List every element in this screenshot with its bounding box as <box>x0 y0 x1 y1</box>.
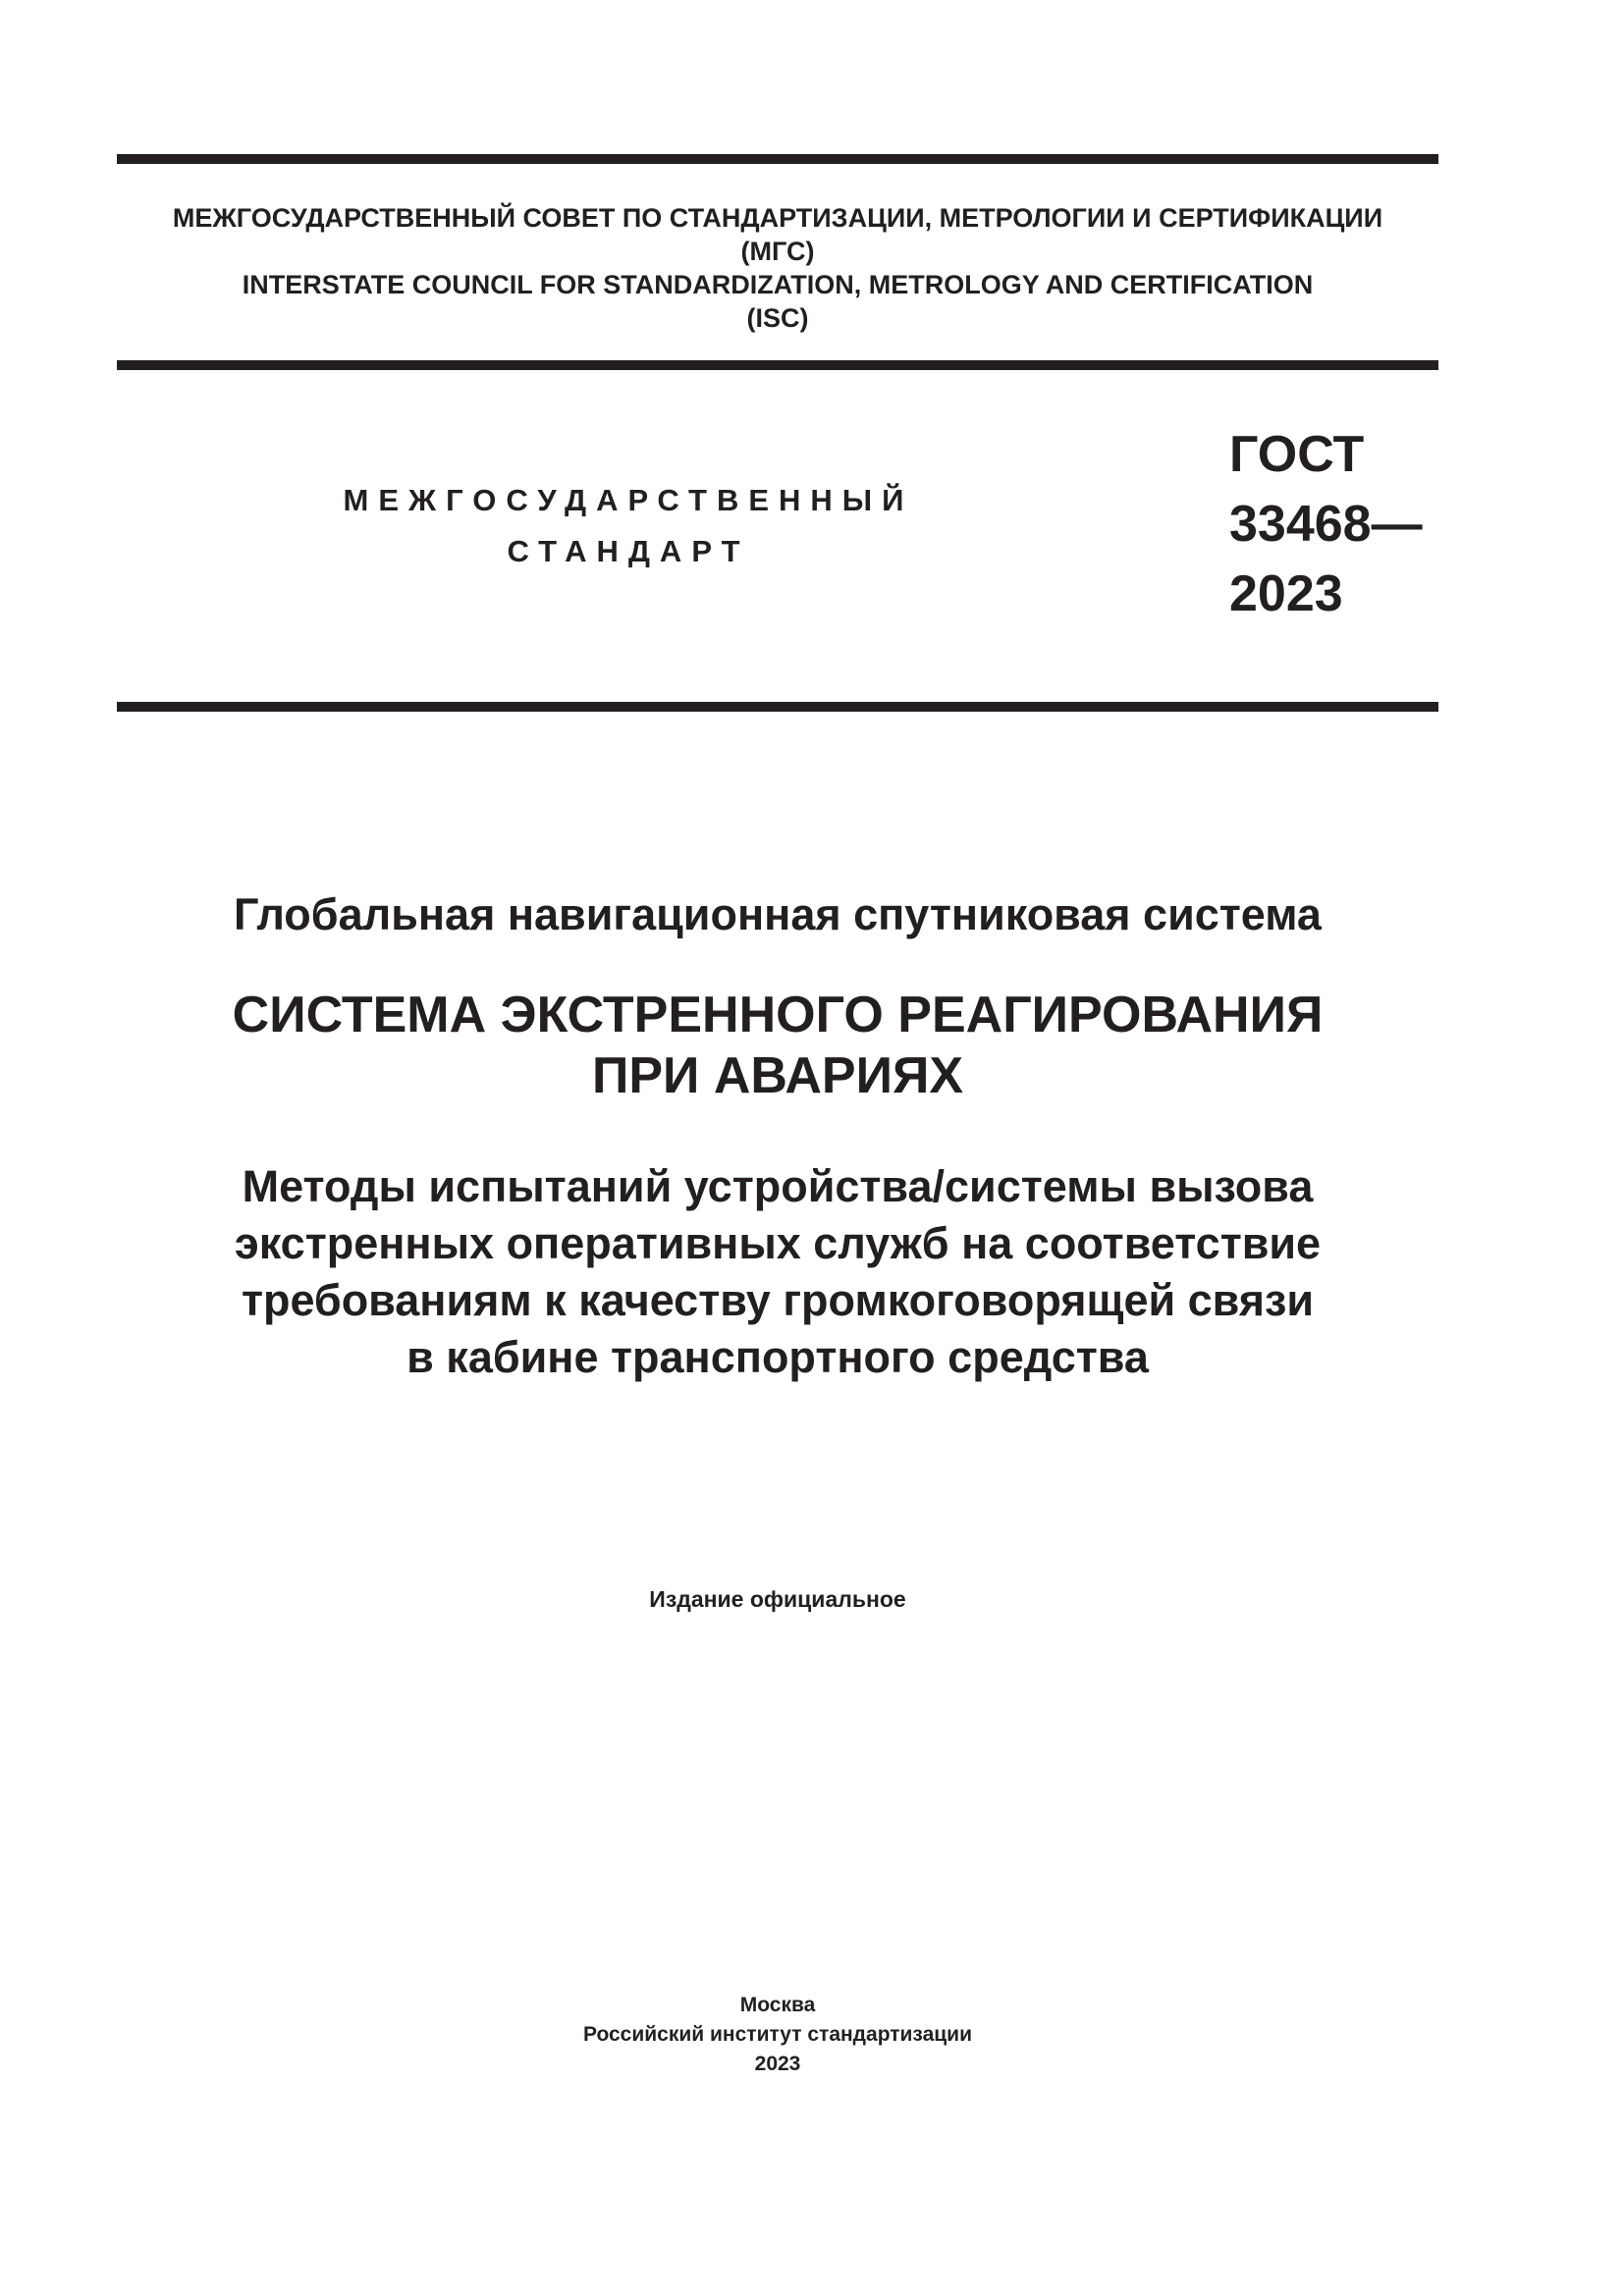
edition-note: Издание официальное <box>649 1586 906 1612</box>
imprint-publisher: Российский институт стандартизации <box>582 2023 973 2046</box>
council-name-ru: МЕЖГОСУДАРСТВЕННЫЙ СОВЕТ ПО СТАНДАРТИЗАЦИИ, МЕТРОЛОГИИ И СЕРТИФИКАЦИИ <box>172 203 1383 233</box>
standard-kind <box>295 475 962 577</box>
council-abbr-ru: (МГС) <box>740 237 815 266</box>
title-main-line2: ПРИ АВАРИЯХ <box>591 1047 964 1104</box>
council-name-en: INTERSTATE COUNCIL FOR STANDARDIZATION, METROLOGY AND CERTIFICATION <box>242 270 1314 299</box>
title-general-text: Глобальная навигационная спутниковая система <box>234 889 1322 939</box>
imprint-city: Москва <box>739 1994 816 2016</box>
title-main-line1: СИСТЕМА ЭКСТРЕННОГО РЕАГИРОВАНИЯ <box>232 987 1324 1043</box>
title-sub-line: экстренных оперативных служб на соответствие <box>234 1218 1322 1268</box>
standard-kind-line2: СТАНДАРТ <box>507 534 750 568</box>
council-abbr-en: (ISC) <box>746 303 809 333</box>
title-sub-line: требованиям к качеству громкоговорящей связи <box>241 1275 1315 1325</box>
title-sub <box>117 1158 1438 1386</box>
standard-kind-line1: МЕЖГОСУДАРСТВЕННЫЙ <box>343 483 914 517</box>
top-rule <box>117 154 1438 164</box>
imprint-year: 2023 <box>754 2053 801 2075</box>
title-general <box>117 887 1438 942</box>
title-sub-line: Методы испытаний устройства/системы вызова <box>242 1161 1314 1211</box>
title-sub-line: в кабине транспортного средства <box>406 1332 1149 1382</box>
designation-year: 2023 <box>1229 565 1343 622</box>
title-main <box>117 985 1438 1106</box>
council-header <box>117 201 1438 335</box>
council-rule <box>117 360 1438 370</box>
designation-rule <box>117 702 1438 712</box>
designation-number: 33468— <box>1229 496 1423 553</box>
designation-prefix: ГОСТ <box>1229 426 1365 483</box>
standard-designation <box>1229 420 1423 629</box>
imprint <box>117 1991 1438 2079</box>
